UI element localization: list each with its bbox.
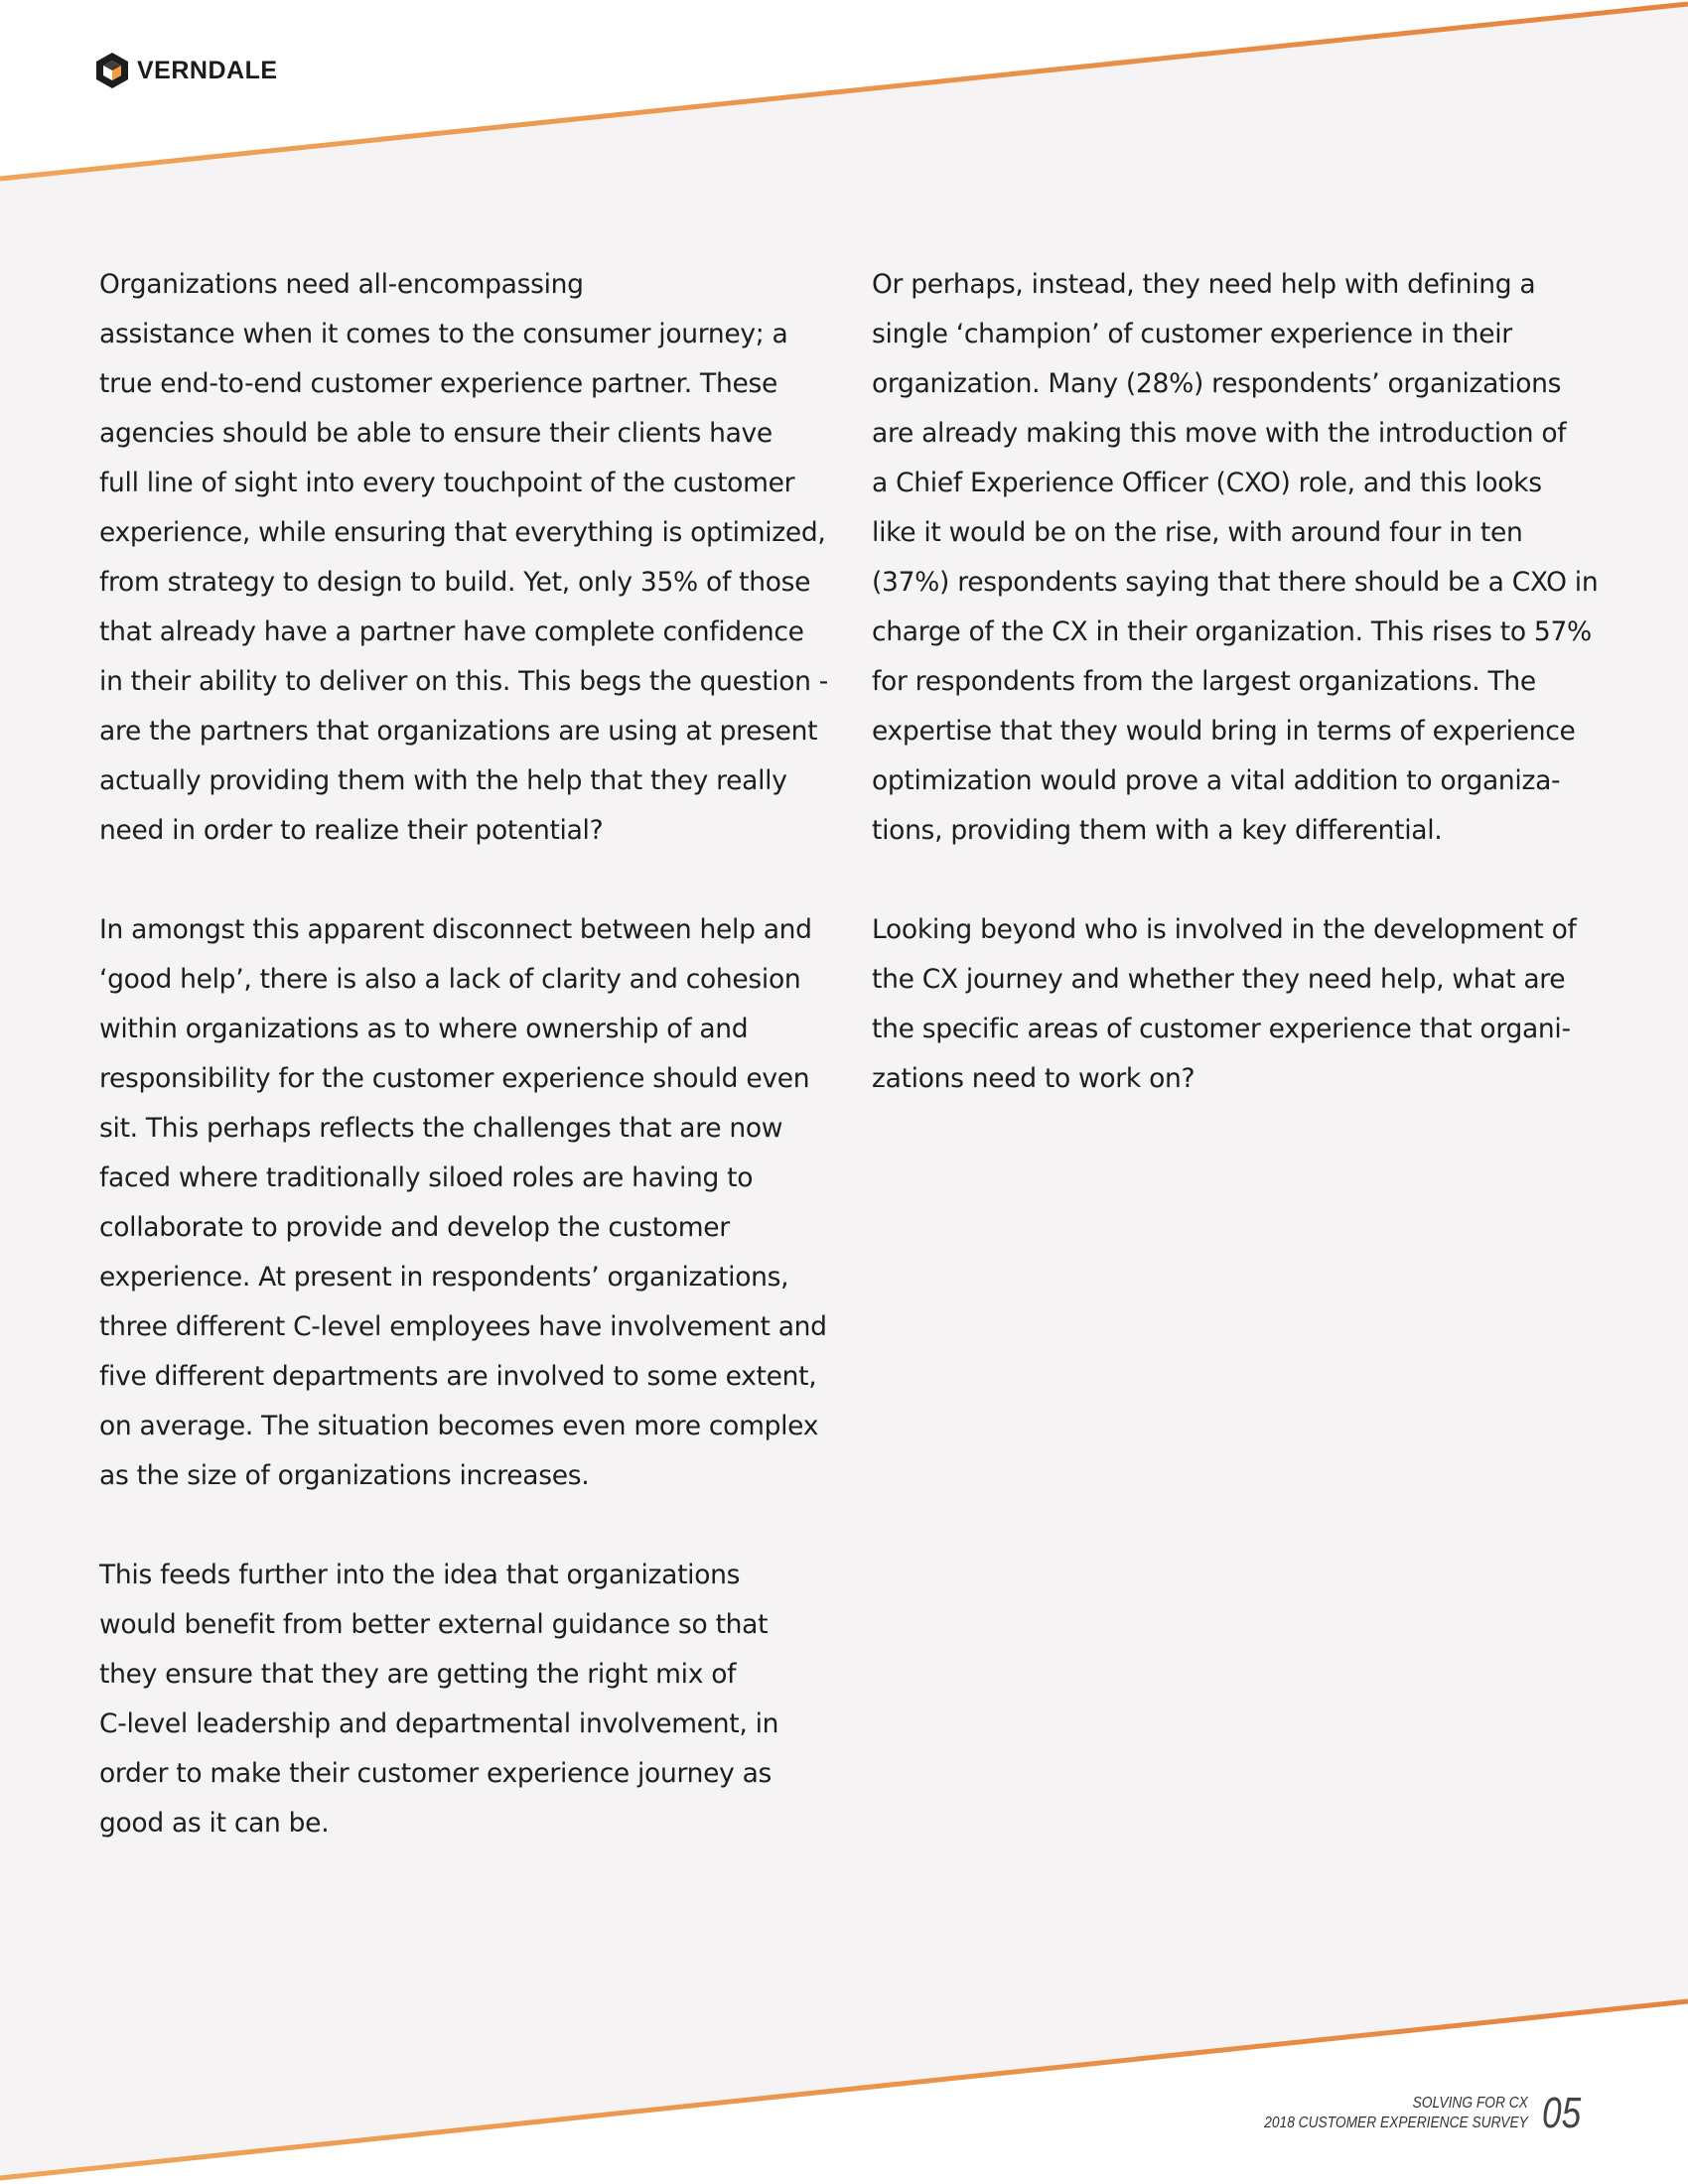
brand-logo[interactable]: [95, 52, 278, 89]
text-line: they ensure that they are getting the right mix of: [99, 1659, 737, 1690]
footer-caption: [1264, 2094, 1528, 2133]
text-line: a Chief Experience Officer (CXO) role, and this looks: [872, 468, 1542, 498]
page-number: 05: [1542, 2089, 1582, 2137]
right-column: [872, 260, 1607, 1154]
text-line: charge of the CX in their organization. This rises to 57%: [872, 616, 1592, 647]
text-line: organization. Many (28%) respondents’ organizations: [872, 368, 1562, 399]
text-line: actually providing them with the help that they really: [99, 765, 787, 796]
text-line: true end-to-end customer experience partner. These: [99, 368, 777, 399]
text-line: Looking beyond who is involved in the development of: [872, 914, 1577, 945]
text-line: the specific areas of customer experience that organi-: [872, 1014, 1571, 1044]
text-line: would benefit from better external guidance so that: [99, 1609, 769, 1640]
text-line: (37%) respondents saying that there should be a CXO in: [872, 567, 1599, 598]
text-line: good as it can be.: [99, 1808, 330, 1839]
text-line: faced where traditionally siloed roles are having to: [99, 1162, 754, 1193]
text-line: single ‘champion’ of customer experience in their: [872, 319, 1512, 349]
text-line: optimization would prove a vital addition to organiza-: [872, 765, 1561, 796]
footer-title: SOLVING FOR CX: [1412, 2095, 1529, 2112]
page-footer: [1221, 2089, 1591, 2138]
text-line: sit. This perhaps reflects the challenges that are now: [99, 1113, 783, 1144]
text-line: responsibility for the customer experience should even: [99, 1063, 810, 1094]
text-line: three different C-level employees have involvement and: [99, 1311, 827, 1342]
text-line: In amongst this apparent disconnect between help and: [99, 914, 812, 945]
body-paragraph: [872, 905, 1607, 1104]
text-line: zations need to work on?: [872, 1063, 1196, 1094]
text-line: experience, while ensuring that everything is optimized,: [99, 517, 826, 548]
text-line: C-level leadership and departmental involvement, in: [99, 1708, 779, 1739]
text-line: that already have a partner have complete confidence: [99, 616, 804, 647]
body-paragraph: [99, 260, 834, 856]
text-line: five different departments are involved to some extent,: [99, 1361, 817, 1392]
text-line: tions, providing them with a key differential.: [872, 815, 1443, 846]
text-line: Or perhaps, instead, they need help with defining a: [872, 269, 1536, 300]
text-line: from strategy to design to build. Yet, only 35% of those: [99, 567, 811, 598]
text-line: on average. The situation becomes even more complex: [99, 1411, 819, 1441]
left-column: [99, 260, 834, 1898]
text-line: This feeds further into the idea that organizations: [99, 1560, 741, 1590]
text-line: in their ability to deliver on this. This begs the question -: [99, 666, 829, 697]
text-line: assistance when it comes to the consumer journey; a: [99, 319, 788, 349]
text-line: need in order to realize their potential?: [99, 815, 604, 846]
text-line: as the size of organizations increases.: [99, 1460, 590, 1491]
text-line: are already making this move with the introduction of: [872, 418, 1567, 449]
footer-subtitle: 2018 CUSTOMER EXPERIENCE SURVEY: [1264, 2115, 1529, 2131]
text-line: order to make their customer experience journey as: [99, 1758, 773, 1789]
text-line: expertise that they would bring in terms of experience: [872, 716, 1576, 747]
verndale-cube-icon: [95, 52, 129, 89]
text-line: within organizations as to where ownership of and: [99, 1014, 749, 1044]
text-line: full line of sight into every touchpoint of the customer: [99, 468, 795, 498]
text-line: collaborate to provide and develop the customer: [99, 1212, 730, 1243]
brand-name: VERNDALE: [137, 56, 278, 84]
body-paragraph: [99, 1551, 834, 1848]
text-line: Organizations need all-encompassing: [99, 269, 584, 300]
text-line: experience. At present in respondents’ organizations,: [99, 1262, 789, 1293]
body-paragraph: [872, 260, 1607, 856]
text-line: for respondents from the largest organizations. The: [872, 666, 1536, 697]
text-line: like it would be on the rise, with around four in ten: [872, 517, 1523, 548]
text-line: are the partners that organizations are using at present: [99, 716, 818, 747]
text-line: ‘good help’, there is also a lack of clarity and cohesion: [99, 964, 801, 995]
body-paragraph: [99, 905, 834, 1501]
text-line: agencies should be able to ensure their clients have: [99, 418, 773, 449]
text-line: the CX journey and whether they need help, what are: [872, 964, 1566, 995]
